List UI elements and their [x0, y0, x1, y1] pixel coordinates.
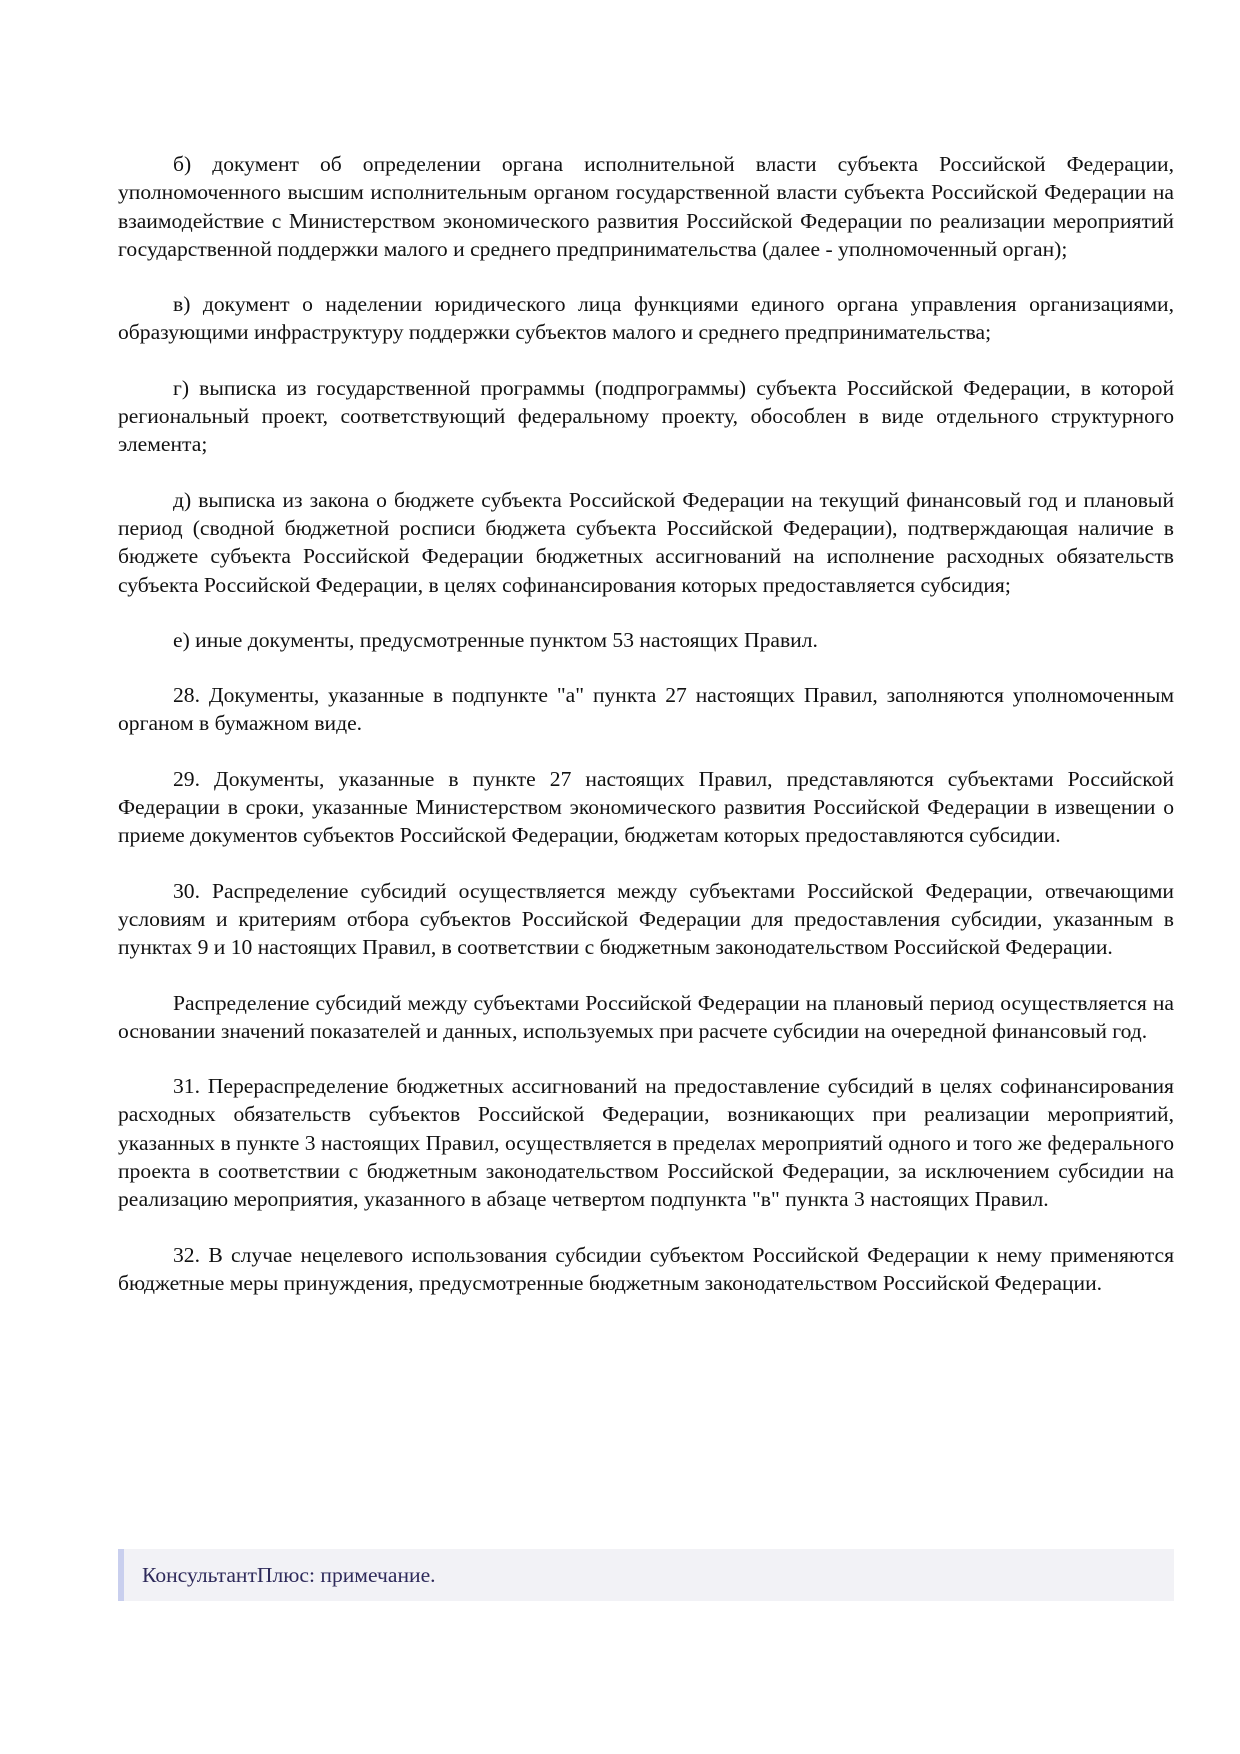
paragraph-d: д) выписка из закона о бюджете субъекта Российской Федерации на текущий финансовый год и плановый период (сводной бюджетной росписи бюджета субъекта Российской Федерации), подтверждающая наличие в бюджете субъекта Российской Федерации бюджетных ассигнований на исполнение расходных обязательств субъекта Российской Федерации, в целях софинансирования которых предоставляется субсидия;: [118, 487, 1174, 597]
paragraph-b: б) документ об определении органа исполнительной власти субъекта Российской Федерации, уполномоченного высшим исполнительным органом государственной власти субъекта Российской Федерации на взаимодействие с Министерством экономического развития Российской Федерации по реализации мероприятий государственной поддержки малого и среднего предпринимательства (далее - уполномоченный орган);: [118, 152, 1174, 261]
paragraph-30-2: Распределение субсидий между субъектами Российской Федерации на плановый период осуществляется на основании значений показателей и данных, используемых при расчете субсидии на очередной финансовый год.: [118, 990, 1174, 1043]
paragraph-e: е) иные документы, предусмотренные пунктом 53 настоящих Правил.: [173, 627, 818, 652]
paragraph-31: 31. Перераспределение бюджетных ассигнований на предоставление субсидий в целях софинансирования расходных обязательств субъектов Российской Федерации, возникающих при реализации мероприятий, указанных в пункте 3 настоящих Правил, осуществляется в пределах мероприятий одного и того же федерального проекта в соответствии с бюджетным законодательством Российской Федерации, за исключением субсидии на реализацию мероприятия, указанного в абзаце четвертом подпункта "в" пункта 3 настоящих Правил.: [118, 1074, 1174, 1212]
document-body: [118, 150, 1174, 1324]
paragraph-g: г) выписка из государственной программы (подпрограммы) субъекта Российской Федерации, в которой региональный проект, соответствующий федеральному проекту, обособлен в виде отдельного структурного элемента;: [118, 375, 1174, 457]
consultant-note[interactable]: КонсультантПлюс: примечание.: [118, 1549, 1174, 1601]
paragraph-28: 28. Документы, указанные в подпункте "а" пункта 27 настоящих Правил, заполняются уполномоченным органом в бумажном виде.: [118, 683, 1174, 736]
paragraph-29: 29. Документы, указанные в пункте 27 настоящих Правил, представляются субъектами Российской Федерации в сроки, указанные Министерством экономического развития Российской Федерации в извещении о приеме документов субъектов Российской Федерации, бюджетам которых предоставляются субсидии.: [118, 766, 1174, 848]
paragraph-30: 30. Распределение субсидий осуществляется между субъектами Российской Федерации, отвечающими условиям и критериям отбора субъектов Российской Федерации для предоставления субсидии, указанным в пунктах 9 и 10 настоящих Правил, в соответствии с бюджетным законодательством Российской Федерации.: [118, 878, 1174, 960]
paragraph-v: в) документ о наделении юридического лица функциями единого органа управления организациями, образующими инфраструктуру поддержки субъектов малого и среднего предпринимательства;: [118, 292, 1174, 345]
paragraph-32: 32. В случае нецелевого использования субсидии субъектом Российской Федерации к нему применяются бюджетные меры принуждения, предусмотренные бюджетным законодательством Российской Федерации.: [118, 1242, 1174, 1295]
